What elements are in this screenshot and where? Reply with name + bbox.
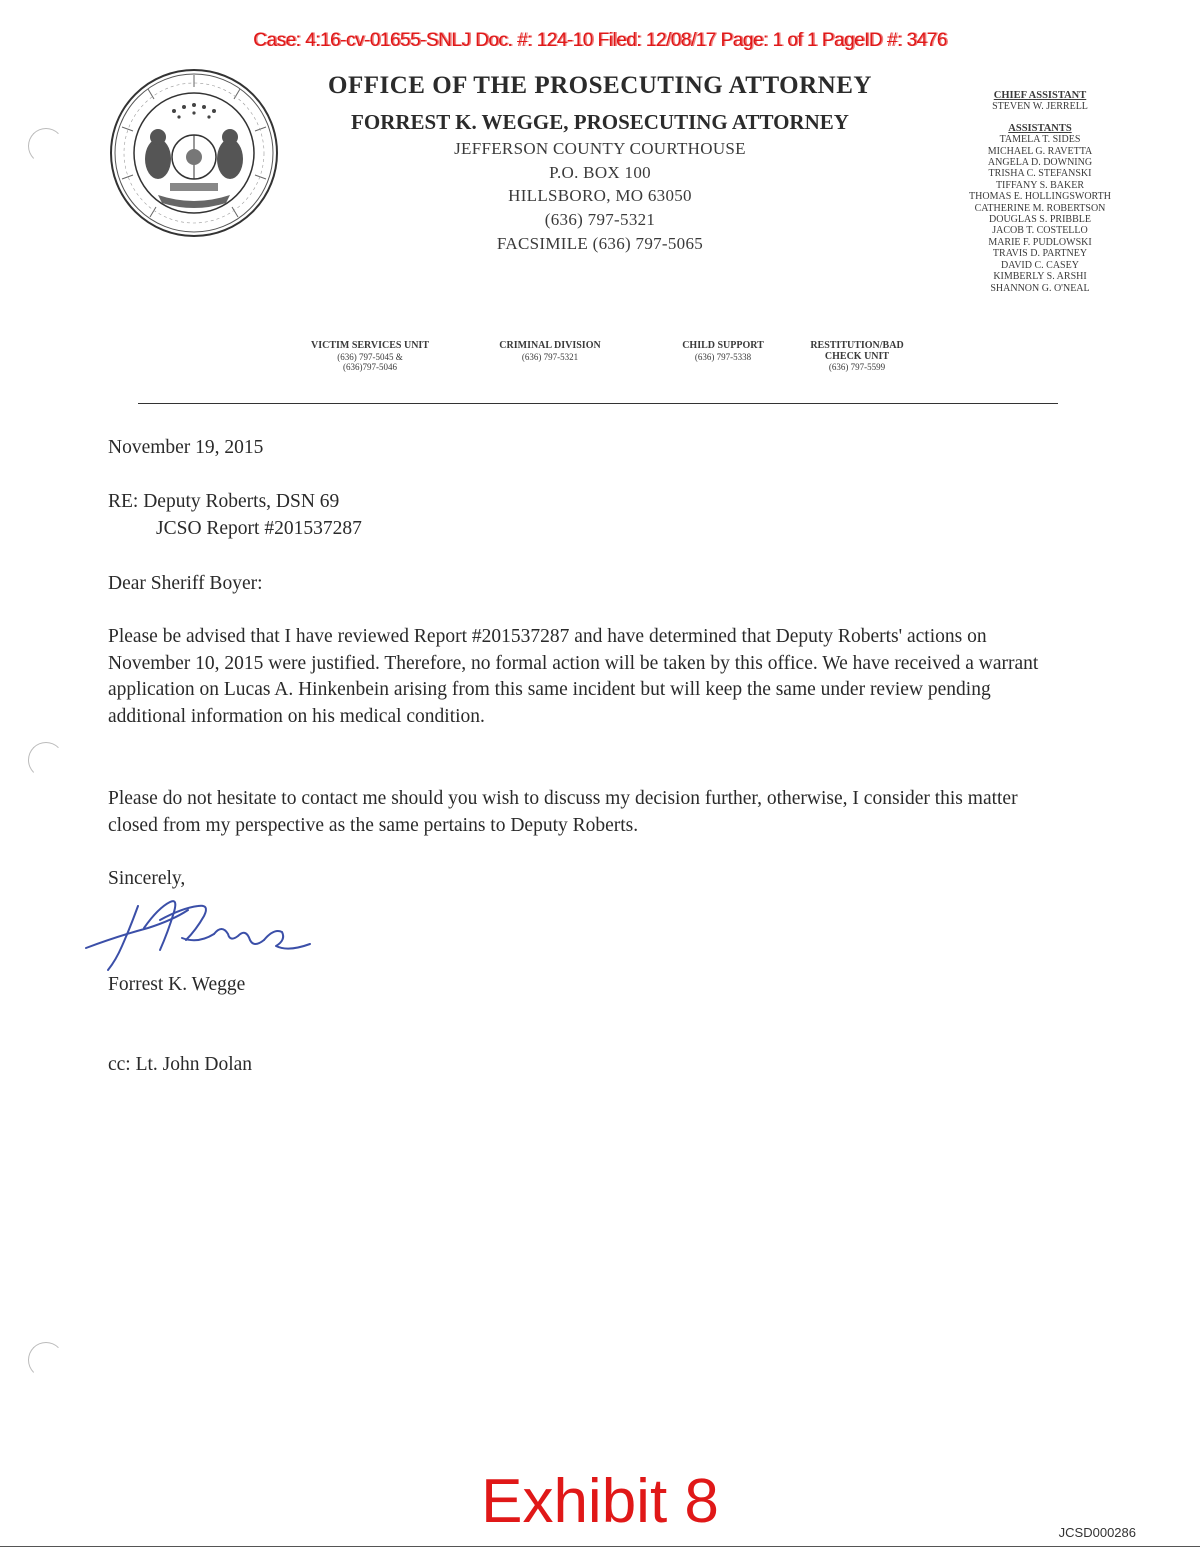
address-line: HILLSBORO, MO 63050 [508, 186, 692, 205]
paragraph-2: Please do not hesitate to contact me should you wish to discuss my decision further, otherwise, I consider this matter closed from my perspective as the same pertains to Deputy Roberts. [108, 788, 1018, 836]
closing: Sincerely, [108, 868, 186, 889]
assistant-name: ANGELA D. DOWNING [987, 157, 1093, 169]
assistant-name: KIMBERLY S. ARSHI [993, 271, 1087, 283]
unit-name: RESTITUTION/BAD [810, 340, 904, 351]
office-title: OFFICE OF THE PROSECUTING ATTORNEY [328, 72, 872, 99]
cc-line: cc: Lt. John Dolan [108, 1054, 253, 1075]
re-report-line: JCSO Report #201537287 [156, 518, 362, 539]
letter-date: November 19, 2015 [108, 437, 264, 458]
hole-punch-mark [28, 1342, 64, 1378]
bates-number: JCSD000286 [1058, 1525, 1136, 1540]
unit-name: CHECK UNIT [824, 350, 890, 362]
re-line: RE: Deputy Roberts, DSN 69 [108, 491, 340, 512]
assistant-name: JACOB T. COSTELLO [992, 225, 1088, 237]
unit-name: CHILD SUPPORT [682, 340, 764, 351]
assistant-name: DAVID C. CASEY [1001, 259, 1079, 271]
signer-name: Forrest K. Wegge [108, 974, 246, 995]
assistant-name: THOMAS E. HOLLINGSWORTH [969, 191, 1111, 203]
assistant-name: CATHERINE M. ROBERTSON [974, 202, 1106, 214]
assistant-name: TRISHA C. STEFANSKI [988, 168, 1092, 180]
salutation: Dear Sheriff Boyer: [108, 573, 263, 594]
assistant-name: MICHAEL G. RAVETTA [987, 145, 1093, 157]
assistant-name: MARIE F. PUDLOWSKI [988, 236, 1092, 248]
unit-name: CRIMINAL DIVISION [499, 340, 601, 351]
paragraph-1: Please be advised that I have reviewed Report #201537287 and have determined that Deputy Roberts' actions on November 10, 2015 were justified. Therefore, no formal action will be taken by this office. We have received a warrant application on Lucas A. Hinkenbein arising from this same incident but will keep the same under review pending additional information on his medical condition. [108, 626, 1039, 727]
chief-assistant-name: STEVEN W. JERRELL [992, 101, 1088, 113]
assistant-name: DOUGLAS S. PRIBBLE [989, 214, 1091, 226]
assistants-label: ASSISTANTS [1008, 122, 1072, 134]
address-line: P.O. BOX 100 [549, 163, 651, 182]
unit-criminal-division [470, 341, 630, 362]
fax-line: FACSIMILE (636) 797-5065 [496, 234, 704, 253]
unit-phone: (636) 797-5338 [694, 351, 752, 362]
unit-restitution-bad-check [777, 341, 937, 373]
assistant-name: TRAVIS D. PARTNEY [992, 248, 1088, 260]
unit-name: VICTIM SERVICES UNIT [310, 340, 429, 351]
hole-punch-mark [28, 742, 64, 778]
chief-assistant-label: CHIEF ASSISTANT [993, 90, 1087, 101]
unit-victim-services [290, 341, 450, 373]
hole-punch-mark [28, 128, 64, 164]
state-seal-icon [108, 67, 280, 239]
unit-phone: (636)797-5046 [343, 362, 397, 372]
prosecuting-attorney-name: FORREST K. WEGGE, PROSECUTING ATTORNEY [351, 110, 849, 134]
unit-phone: (636) 797-5599 [828, 362, 886, 372]
assistant-name: TIFFANY S. BAKER [995, 179, 1085, 191]
handwritten-signature [78, 888, 338, 978]
staff-list [950, 90, 1130, 294]
footer-rule [0, 1546, 1200, 1547]
letterhead-divider [138, 403, 1058, 404]
unit-phone: (636) 797-5045 & [337, 351, 403, 362]
assistant-name: TAMELA T. SIDES [999, 134, 1081, 146]
address-line: JEFFERSON COUNTY COURTHOUSE [454, 139, 746, 158]
phone-line: (636) 797-5321 [544, 210, 656, 229]
exhibit-label: Exhibit 8 [481, 1467, 719, 1536]
assistant-name: SHANNON G. O'NEAL [990, 282, 1090, 294]
court-filing-header: Case: 4:16-cv-01655-SNLJ Doc. #: 124-10 Filed: 12/08/17 Page: 1 of 1 PageID #: 3476 [253, 30, 947, 51]
unit-phone: (636) 797-5321 [521, 351, 579, 362]
